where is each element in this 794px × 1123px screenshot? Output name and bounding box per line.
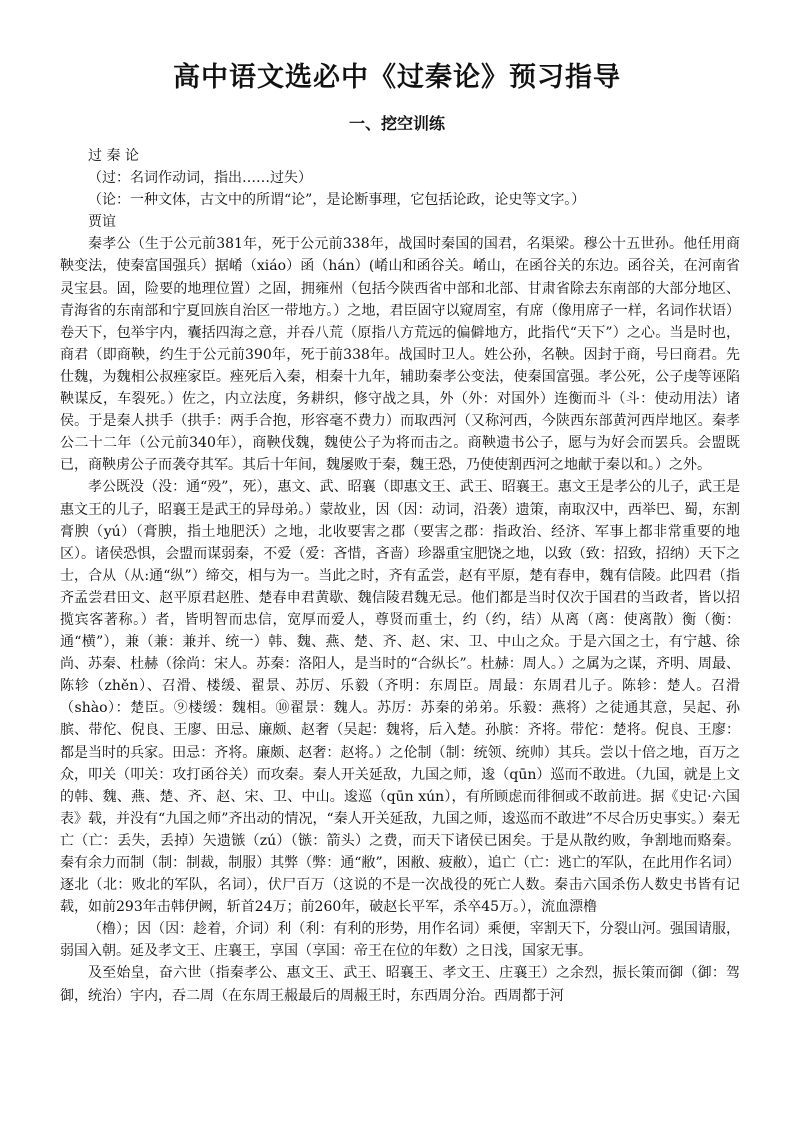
document-body (60, 145, 740, 1007)
paragraph: 孝公既没（没：通“殁”，死），惠文、武、昭襄（即惠文王、武王、昭襄王。惠文王是孝公的儿子，武王是惠文王的儿子，昭襄王是武王的异母弟。）蒙故业，因（因：动词，沿袭）遗策，南取汉中，西举巴、蜀，东割膏腴（yú）（膏腴，指土地肥沃）之地，北收要害之郡（要害之郡：指政治、经济、军事上都非常重要的地区）。诸侯恐惧，会盟而谋弱秦，不爱（爱：吝惜，吝啬）珍器重宝肥饶之地，以致（致：招致，招纳）天下之士，合从（从:通“纵”）缔交，相与为一。当此之时，齐有孟尝，赵有平原，楚有春申，魏有信陵。此四君（指齐孟尝君田文、赵平原君赵胜、楚春申君黄歇、魏信陵君魏无忌。他们都是当时仅次于国君的当政者，皆以招揽宾客著称。）者，皆明智而忠信，宽厚而爱人，尊贤而重士，约（约，结）从离（离：使离散）衡（衡：通“横”），兼（兼：兼并、统一）韩、魏、燕、楚、齐、赵、宋、卫、中山之众。于是六国之士，有宁越、徐尚、苏秦、杜赫（徐尚：宋人。苏秦：洛阳人，是当时的“合纵长”。杜赫：周人。）之属为之谋，齐明、周最、陈轸（zhěn）、召滑、楼缓、翟景、苏厉、乐毅（齐明：东周臣。周最：东周君儿子。陈轸：楚人。召滑（shào）：楚臣。⑨楼缓：魏相。⑩翟景：魏人。苏厉：苏秦的弟弟。乐毅：燕将）之徒通其意，吴起、孙膑、带佗、倪良、王廖、田忌、廉颇、赵奢（吴起：魏将，后入楚。孙膑：齐将。带佗：楚将。倪良、王廖：都是当时的兵家。田忌：齐将。廉颇、赵奢：赵将。）之伦制（制：统领、统帅）其兵。尝以十倍之地，百万之众，叩关（叩关：攻打函谷关）而攻秦。秦人开关延敌，九国之师，逡（qūn）巡而不敢进。（九国，就是上文的韩、魏、燕、楚、齐、赵、宋、卫、中山。逡巡（qūn xún），有所顾虑而徘徊或不敢前进。据《史记·六国表》载，并没有“九国之师”齐出动的情况，“秦人开关延敌，九国之师，逡巡而不敢进”不尽合历史事实。）秦无亡（亡：丢失，丢掉）矢遗镞（zú）（镞：箭头）之费，而天下诸侯已困矣。于是从散约败，争割地而赂秦。秦有余力而制（制：制裁，制服）其弊（弊：通“敝”，困敝、疲敝），追亡（亡：逃亡的军队，在此用作名词）逐北（北：败北的军队，名词），伏尸百万（这说的不是一次战役的死亡人数。秦击六国杀伤人数史书皆有记载，如前293年击韩伊阙，斩首24万；前260年，破赵长平军，杀卒45万。），流血漂橹 (60, 479, 740, 916)
document-title: 高中语文选必中《过秦论》预习指导 (173, 62, 621, 93)
genre-note-line: （论：一种文体，古文中的所谓“论”，是论断事理，它包括论政，论史等文字。） (88, 192, 586, 209)
paragraph: （橹）；因（因：趁着，介词）利（利：有利的形势，用作名词）乘便，宰割天下，分裂山河。强国请服，弱国入朝。延及孝文王、庄襄王，享国（享国：帝王在位的年数）之日浅，国家无事。 (60, 921, 740, 960)
section-heading: 一、挖空训练 (348, 114, 445, 133)
text-title-line: 过 秦 论 (88, 148, 139, 164)
paragraph: 及至始皇，奋六世（指秦孝公、惠文王、武王、昭襄王、孝文王、庄襄王）之余烈，振长策而御（御：驾御，统治）宇内，吞二周（在东周王赧最后的周赧王时，东西周分治。西周都于河 (60, 965, 740, 1004)
paragraph: 秦孝公（生于公元前381年，死于公元前338年，战国时秦国的国君，名渠梁。穆公十五世孙。他任用商鞅变法，使秦富国强兵）据崤（xiáo）函（hán）(崤山和函谷关。崤山，在函谷关的东边。函谷关，在河南省灵宝县。固，险要的地理位置）之固，拥雍州（包括今陕西省中部和北部、甘肃省除去东南部的大部分地区、青海省的东南部和宁夏回族自治区一带地方。）之地，君臣固守以窥周室，有席（像用席子一样，名词作状语）卷天下，包举宇内，囊括四海之意，并吞八荒（原指八方荒远的偏僻地方，此指代“天下”）之心。当是时也，商君（即商鞅，约生于公元前390年，死于前338年。战国时卫人。姓公孙，名鞅。因封于商，号曰商君。先仕魏，为魏相公叔痤家臣。痤死后入秦，相秦十九年，辅助秦孝公变法，使秦国富强。孝公死，公子虔等诬陷鞅谋反，车裂死。）佐之，内立法度，务耕织，修守战之具，外（外：对国外）连衡而斗（斗：使动用法）诸侯。于是秦人拱手（拱手：两手合抱，形容毫不费力）而取西河（又称河西，今陕西东部黄河西岸地区。秦孝公二十二年（公元前340年），商鞅伐魏，魏使公子为将而击之。商鞅遗书公子，愿与为好会而罢兵。会盟既已，商鞅虏公子而袭夺其军。其后十年间，魏屡败于秦，魏王恐，乃使使割西河之地献于秦以和。）之外。 (60, 236, 740, 474)
author-line: 贾谊 (88, 214, 116, 231)
title-note-line: （过：名词作动词，指出……过失） (88, 170, 312, 187)
